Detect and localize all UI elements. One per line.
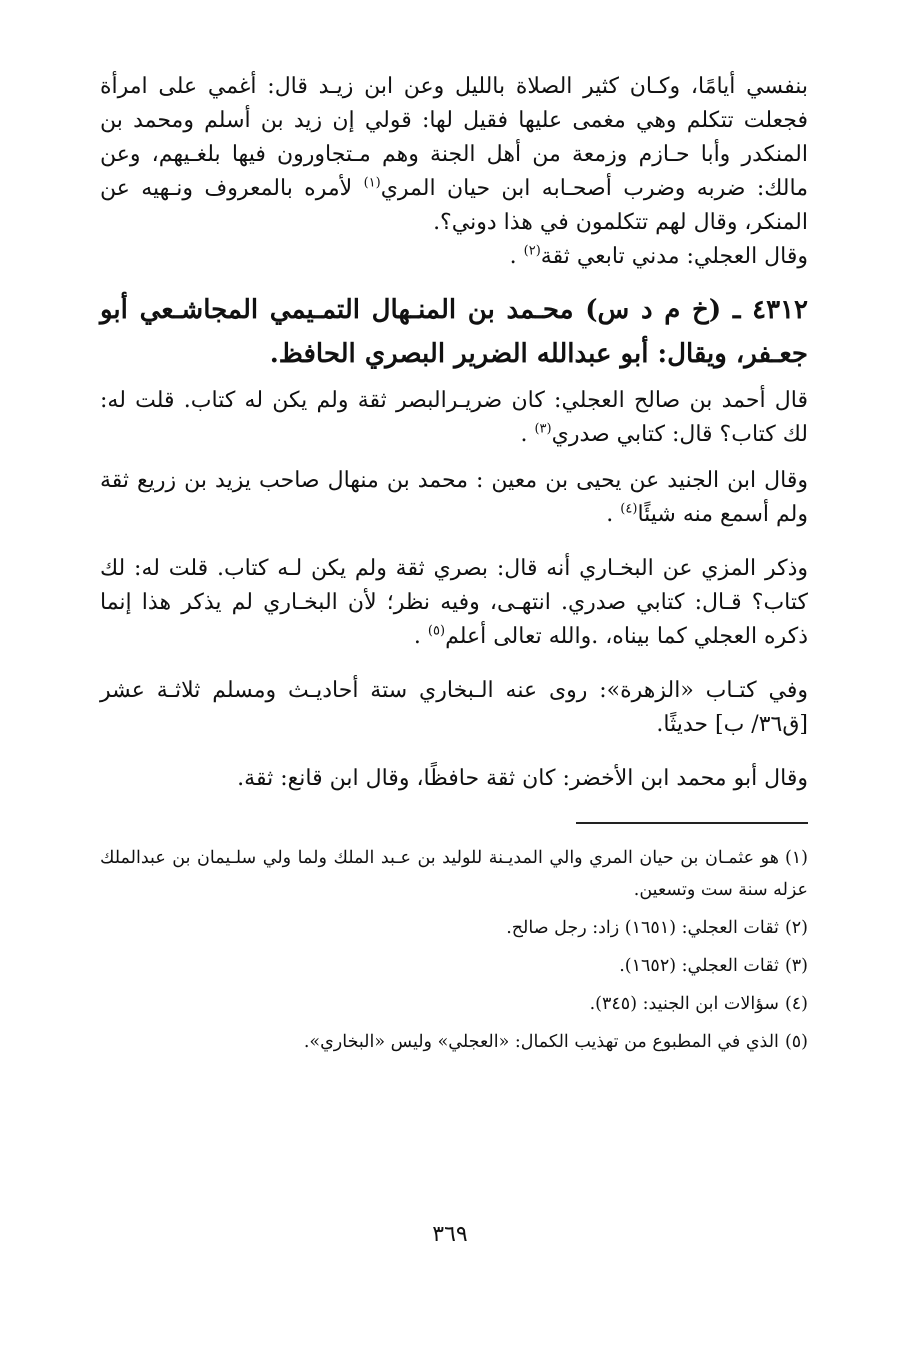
footnote-divider (576, 822, 808, 824)
paragraph-1-continued: لأمره بالمعروف ونـهيه عن المنكر، وقال لهم تتكلمون في هذا دوني؟. (100, 176, 808, 235)
footnote-ref-4[interactable]: (٤) (620, 501, 638, 517)
paragraph-1-text: بنفسي أيامًا، وكـان كثير الصلاة بالليل وعن ابن زيـد قال: أغمي على امرأة فجعلت تتكلم وهي مغمى عليها فقيل لها: قولي إن زيد بن أسلم ومحمد بن المنكدر وأبا حـازم وزمعة من أهل الجنة وهم مـتجاورون فيها بلغـيهم، وعن مالك: ضربه وضرب أصحـابه ابن حيان المري (100, 74, 808, 201)
paragraph-5-end: . (413, 624, 421, 649)
footnotes (100, 842, 808, 1058)
paragraph-2 (100, 240, 808, 274)
footnote-ref-2[interactable]: (٢) (523, 243, 541, 259)
footnote-5-number: (٥) (784, 1032, 808, 1052)
paragraph-7: وقال أبو محمد ابن الأخضر: كان ثقة حافظًا، وقال ابن قانع: ثقة. (237, 766, 808, 791)
page-number: ٣٦٩ (432, 1222, 468, 1247)
paragraph-3 (100, 384, 808, 452)
footnote-2-number: (٢) (784, 918, 808, 938)
footnote-ref-1[interactable]: (١) (363, 175, 381, 191)
footnote-3 (100, 950, 808, 982)
paragraph-6: وفي كتـاب «الزهرة»: روى عنه الـبخاري ستة أحاديـث ومسلم ثلاثـة عشر [ق٣٦/ ب] حديثًا. (100, 678, 808, 737)
footnote-ref-3[interactable]: (٣) (534, 421, 552, 437)
footnote-3-text: ثقات العجلي: (١٦٥٢). (619, 956, 779, 976)
footnote-ref-5[interactable]: (٥) (427, 623, 446, 639)
footnote-4-number: (٤) (784, 994, 808, 1014)
footnote-2-text: ثقات العجلي: (١٦٥١) زاد: رجل صالح. (506, 918, 779, 938)
paragraph-2-end: . (509, 244, 517, 269)
footnote-5 (100, 1026, 808, 1058)
paragraph-4-end: . (606, 502, 614, 527)
footnote-1-number: (١) (784, 848, 808, 868)
paragraph-1 (100, 70, 808, 240)
paragraph-5-text: وذكر المزي عن البخـاري أنه قال: بصري ثقة ولم يكن لـه كتاب. قلت له: لك كتاب؟ قـال: كتابي صدري. انتهـى، وفيه نظر؛ لأن البخـاري لم يذكر هذا إنما ذكره العجلي كما بيناه، .والله تعالى أعلم (100, 556, 808, 649)
paragraph-4-text: وقال ابن الجنيد عن يحيى بن معين : محمد بن منهال صاحب يزيد بن زريع ثقة ولم أسمع منه شيئًا (100, 468, 808, 527)
paragraph-5 (100, 552, 808, 654)
paragraph-3-text: قال أحمد بن صالح العجلي: كان ضريـرالبصر ثقة ولم يكن له كتاب. قلت له: لك كتاب؟ قال: كتابي صدري (100, 388, 808, 447)
footnote-5-text: الذي في المطبوع من تهذيب الكمال: «العجلي» وليس «البخاري». (303, 1032, 779, 1052)
paragraph-4 (100, 464, 808, 532)
footnote-4 (100, 988, 808, 1020)
footnote-1 (100, 842, 808, 906)
paragraph-2-text: وقال العجلي: مدني تابعي ثقة (540, 244, 808, 269)
footnote-1-text: هو عثمـان بن حيان المري والي المديـنة للوليد بن عـبد الملك ولما ولي سلـيمان بن عبدالملك عزله سنة ست وتسعين. (100, 848, 808, 900)
paragraph-3-end: . (520, 422, 528, 447)
footnote-4-text: سؤالات ابن الجنيد: (٣٤٥). (589, 994, 779, 1014)
footnote-3-number: (٣) (784, 956, 808, 976)
footnote-2 (100, 912, 808, 944)
entry-heading: ٤٣١٢ ـ (خ م د س) محـمد بن المنـهال التمـيمي المجاشـعي أبو جعـفر، ويقال: أبو عبدالله الضرير البصري الحافظ. (100, 295, 808, 369)
